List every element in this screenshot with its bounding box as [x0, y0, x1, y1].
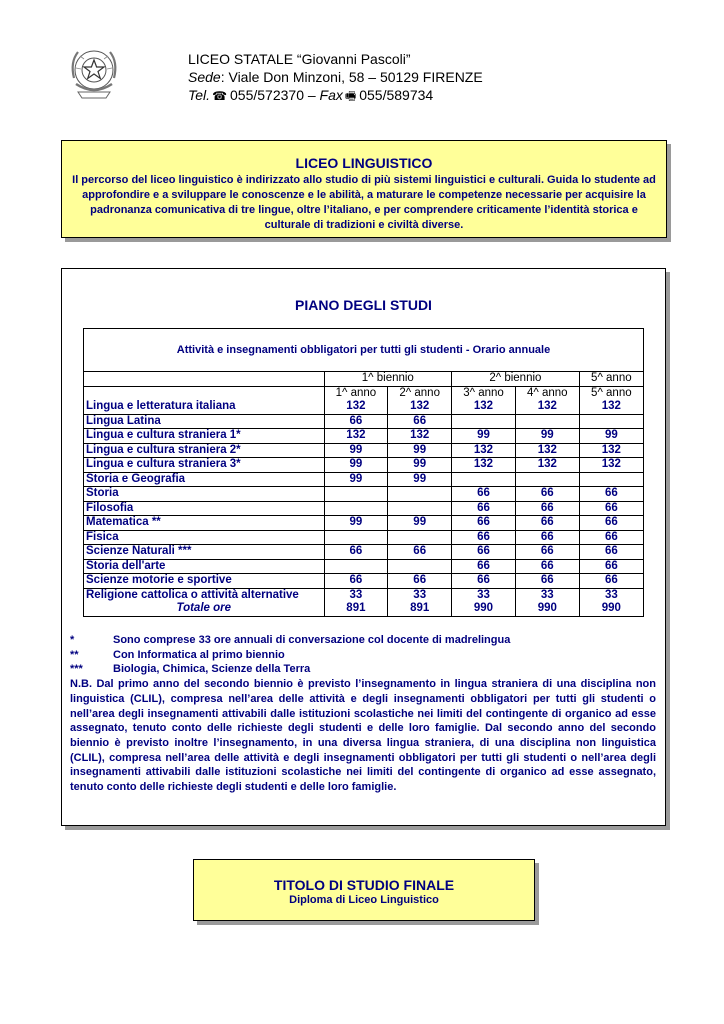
- sede-label: Sede: [188, 69, 221, 85]
- hours-cell: 99: [579, 429, 643, 444]
- hours-cell: [388, 559, 452, 574]
- subject-row: [84, 458, 643, 473]
- total-cell: 891: [388, 602, 452, 616]
- hours-cell: 66: [515, 574, 579, 589]
- hours-cell: 66: [452, 501, 516, 516]
- year-header: 2^ anno: [388, 386, 452, 400]
- footnote-text: Biologia, Chimica, Scienze della Terra: [113, 663, 311, 676]
- year-header: 5^ anno: [579, 386, 643, 400]
- hours-cell: [579, 414, 643, 429]
- hours-cell: 66: [324, 574, 388, 589]
- footnote-mark: **: [70, 648, 79, 661]
- subject-name: Lingua e cultura straniera 3*: [84, 458, 324, 473]
- hours-cell: [388, 487, 452, 502]
- hours-cell: 99: [388, 516, 452, 531]
- hours-cell: [324, 559, 388, 574]
- subject-row: [84, 545, 643, 560]
- hours-cell: [388, 530, 452, 545]
- hours-cell: 99: [324, 516, 388, 531]
- hours-cell: [579, 472, 643, 487]
- school-header: [188, 50, 483, 105]
- subject-name: Matematica **: [84, 516, 324, 531]
- school-contacts: [188, 86, 483, 105]
- hours-cell: 132: [324, 400, 388, 414]
- group-header: 2^ biennio: [452, 372, 580, 386]
- hours-cell: 132: [515, 458, 579, 473]
- school-address: [188, 68, 483, 86]
- hours-cell: [388, 501, 452, 516]
- subject-name: Lingua e letteratura italiana: [84, 400, 324, 414]
- group-header: 5^ anno: [579, 372, 643, 386]
- hours-cell: 132: [579, 443, 643, 458]
- subject-name: Storia dell'arte: [84, 559, 324, 574]
- hours-cell: 66: [388, 574, 452, 589]
- hours-cell: 66: [515, 516, 579, 531]
- liceo-title: LICEO LINGUISTICO: [295, 155, 433, 171]
- total-cell: 990: [579, 602, 643, 616]
- hours-cell: 66: [388, 545, 452, 560]
- hours-cell: 66: [515, 530, 579, 545]
- year-header: 4^ anno: [515, 386, 579, 400]
- subject-row: [84, 559, 643, 574]
- hours-cell: 33: [515, 588, 579, 602]
- hours-cell: 66: [579, 516, 643, 531]
- subject-name: Lingua e cultura straniera 2*: [84, 443, 324, 458]
- footnote-mark: *: [70, 634, 75, 646]
- hours-cell: 33: [579, 588, 643, 602]
- subject-row: [84, 530, 643, 545]
- hours-cell: [515, 472, 579, 487]
- hours-cell: 99: [388, 458, 452, 473]
- tel-label: Tel.: [188, 87, 211, 103]
- hours-cell: 33: [388, 588, 452, 602]
- fax-icon: 🖷: [344, 89, 357, 103]
- year-header: 1^ anno: [324, 386, 388, 400]
- tel-value: 055/572370 –: [230, 87, 316, 103]
- hours-cell: 66: [515, 501, 579, 516]
- diploma-title: TITOLO DI STUDIO FINALE: [273, 877, 455, 893]
- subject-name: Filosofia: [84, 501, 324, 516]
- sede-value: : Viale Don Minzoni, 58 – 50129 FIRENZE: [220, 69, 483, 85]
- total-cell: 990: [452, 602, 516, 616]
- hours-cell: 99: [388, 443, 452, 458]
- footnotes: [70, 633, 656, 795]
- subject-row: [84, 574, 643, 589]
- study-plan-box: [61, 268, 666, 826]
- total-label: Totale ore: [84, 602, 324, 616]
- hours-cell: 99: [324, 472, 388, 487]
- hours-cell: 99: [388, 472, 452, 487]
- footnote: [70, 648, 656, 663]
- hours-cell: 66: [452, 530, 516, 545]
- study-plan-table: [83, 328, 644, 617]
- hours-cell: [452, 414, 516, 429]
- liceo-description: Il percorso del liceo linguistico è indirizzato allo studio di più sistemi linguistici e culturali. Guida lo studente ad approfondire e a sviluppare le conoscenze e le abilità, a maturare le competenze necessarie per acquisire la padronanza comunicativa di tre lingue, oltre l’italiano, e per comprendere criticamente l’identità storica e culturale di tradizioni e civiltà diverse.: [72, 174, 656, 231]
- subject-name: Scienze motorie e sportive: [84, 574, 324, 589]
- hours-cell: 66: [452, 516, 516, 531]
- hours-cell: 33: [452, 588, 516, 602]
- footnote-text: Con Informatica al primo biennio: [113, 648, 285, 661]
- group-header-row: [84, 372, 643, 386]
- hours-cell: 132: [388, 400, 452, 414]
- total-row: [84, 602, 643, 616]
- hours-cell: 99: [324, 458, 388, 473]
- blank-header-cell: [84, 372, 324, 386]
- hours-cell: [324, 530, 388, 545]
- footnote: [70, 662, 656, 677]
- hours-cell: [515, 414, 579, 429]
- study-plan-title: PIANO DEGLI STUDI: [295, 297, 432, 313]
- hours-cell: [324, 501, 388, 516]
- final-diploma-box: [193, 859, 535, 921]
- hours-cell: 66: [515, 559, 579, 574]
- total-cell: 891: [324, 602, 388, 616]
- hours-cell: 99: [515, 429, 579, 444]
- hours-cell: 66: [579, 545, 643, 560]
- subject-row: [84, 429, 643, 444]
- hours-cell: 132: [324, 429, 388, 444]
- subject-name: Lingua Latina: [84, 414, 324, 429]
- fax-value: 055/589734: [359, 87, 434, 103]
- hours-cell: [324, 487, 388, 502]
- footnote: [70, 633, 656, 648]
- hours-cell: 66: [324, 545, 388, 560]
- nb-paragraph: N.B. Dal primo anno del secondo biennio è previsto l’insegnamento in lingua straniera di una disciplina non linguistica (CLIL), compresa nell’area delle attività e degli insegnamenti obbligatori per tutti gli studenti o nell’area degli insegnamenti attivabili dalle istituzioni scolastiche nei limiti del contingente di organico ad esse assegnato, tenuto conto delle richieste degli studenti e delle loro famiglie. Dal secondo anno del secondo biennio è previsto inoltre l’insegnamento, in una diversa lingua straniera, di una disciplina non linguistica (CLIL), compresa nell’area delle attività e degli insegnamenti obbligatori per tutti gli studenti o nell’area degli insegnamenti attivabili dalle istituzioni scolastiche nei limiti del contingente di organico ad esse assegnato, tenuto conto delle richieste degli studenti e delle loro famiglie.: [70, 678, 656, 794]
- subject-row: [84, 414, 643, 429]
- subject-row: [84, 400, 643, 414]
- subject-row: [84, 501, 643, 516]
- hours-cell: 132: [579, 458, 643, 473]
- hours-cell: 66: [452, 487, 516, 502]
- subject-name: Storia e Geografia: [84, 472, 324, 487]
- hours-cell: 132: [452, 400, 516, 414]
- hours-cell: 33: [324, 588, 388, 602]
- hours-cell: [452, 472, 516, 487]
- hours-cell: 99: [452, 429, 516, 444]
- hours-cell: 132: [388, 429, 452, 444]
- hours-cell: 66: [515, 545, 579, 560]
- hours-cell: 132: [452, 443, 516, 458]
- year-header-row: [84, 386, 643, 400]
- hours-cell: 66: [515, 487, 579, 502]
- subject-name: Fisica: [84, 530, 324, 545]
- fax-label: Fax: [319, 87, 343, 103]
- hours-cell: 66: [324, 414, 388, 429]
- hours-cell: 132: [579, 400, 643, 414]
- hours-cell: 66: [452, 559, 516, 574]
- subject-row: [84, 588, 643, 602]
- subject-name: Storia: [84, 487, 324, 502]
- blank-header-cell: [84, 386, 324, 400]
- diploma-subtitle: Diploma di Liceo Linguistico: [289, 894, 439, 906]
- footnote-mark: ***: [70, 663, 83, 676]
- subject-name: Religione cattolica o attività alternative: [84, 588, 324, 602]
- hours-cell: 66: [579, 559, 643, 574]
- subject-row: [84, 443, 643, 458]
- subject-name: Scienze Naturali ***: [84, 545, 324, 560]
- hours-cell: 66: [579, 574, 643, 589]
- group-header: 1^ biennio: [324, 372, 452, 386]
- hours-cell: 66: [452, 574, 516, 589]
- subject-row: [84, 487, 643, 502]
- year-header: 3^ anno: [452, 386, 516, 400]
- hours-table: [84, 372, 643, 616]
- subject-row: [84, 516, 643, 531]
- hours-cell: 66: [388, 414, 452, 429]
- hours-cell: 132: [515, 443, 579, 458]
- italian-republic-emblem: [66, 40, 122, 104]
- phone-icon: ☎: [212, 89, 228, 103]
- table-caption: Attività e insegnamenti obbligatori per tutti gli studenti - Orario annuale: [84, 329, 643, 372]
- hours-cell: 66: [579, 530, 643, 545]
- hours-cell: 66: [579, 487, 643, 502]
- hours-cell: 66: [579, 501, 643, 516]
- hours-cell: 66: [452, 545, 516, 560]
- school-name: LICEO STATALE “Giovanni Pascoli”: [188, 51, 411, 67]
- hours-cell: 132: [515, 400, 579, 414]
- table-body: [84, 400, 643, 602]
- total-cell: 990: [515, 602, 579, 616]
- hours-cell: 99: [324, 443, 388, 458]
- hours-cell: 132: [452, 458, 516, 473]
- footnote-text: Sono comprese 33 ore annuali di conversazione col docente di madrelingua: [113, 634, 511, 646]
- subject-name: Lingua e cultura straniera 1*: [84, 429, 324, 444]
- liceo-description-box: [61, 140, 667, 238]
- subject-row: [84, 472, 643, 487]
